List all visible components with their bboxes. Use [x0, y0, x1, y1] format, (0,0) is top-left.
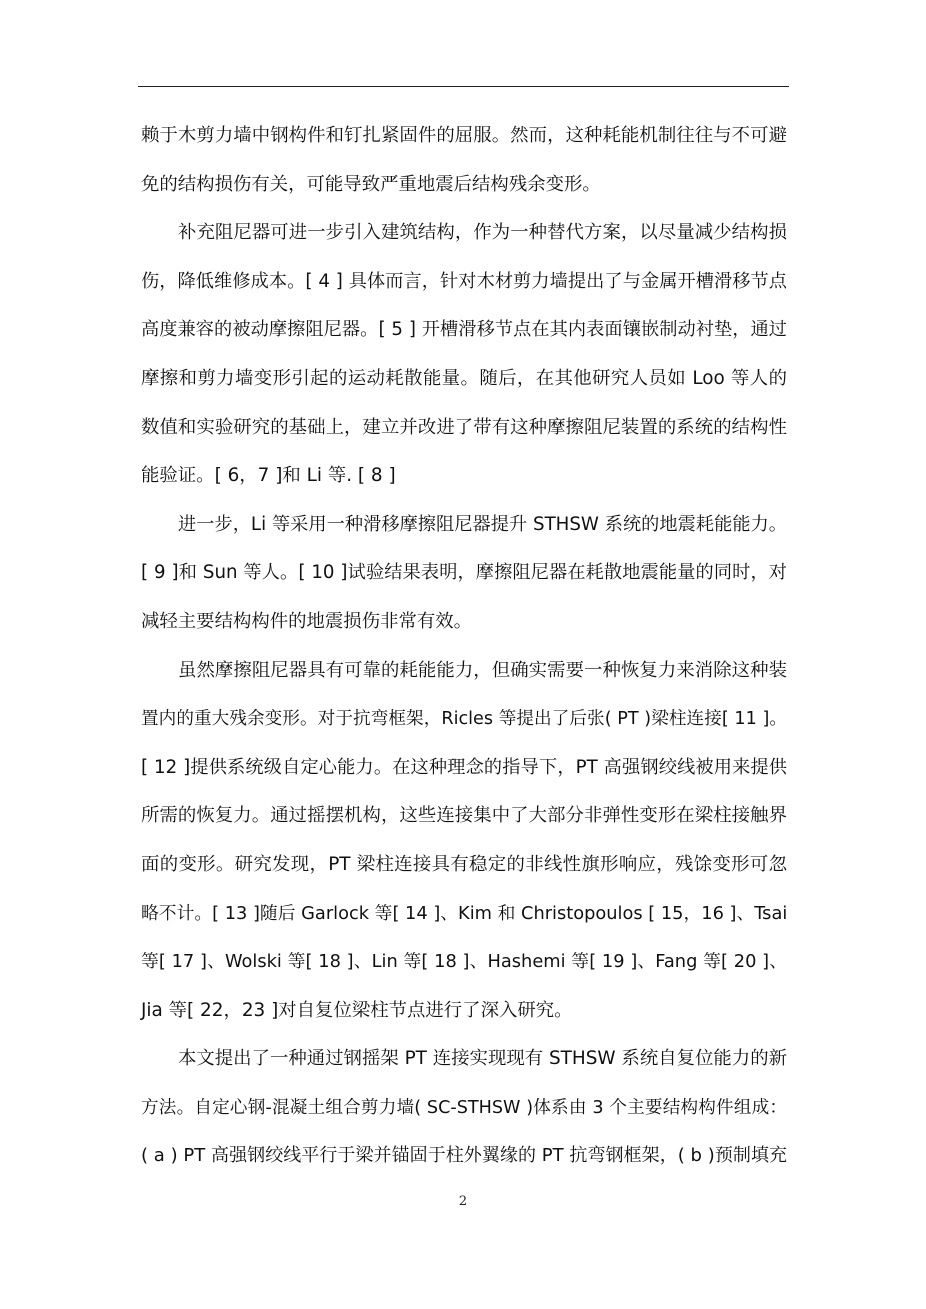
- paragraph-line: Jia 等[ 22，23 ]对自复位梁柱节点进行了深入研究。: [141, 999, 573, 1021]
- paragraph-line: 能验证。[ 6，7 ]和 Li 等. [ 8 ]: [141, 465, 396, 487]
- paragraph-line: 赖于木剪力墙中钢构件和钉扎紧固件的屈服。然而，这种耗能机制往往与不可避: [141, 125, 787, 146]
- paragraph-line: 虽然摩擦阻尼器具有可靠的耗能能力，但确实需要一种恢复力来消除这种装: [178, 659, 787, 681]
- page-number: 2: [458, 1194, 468, 1209]
- paragraph-line: 方法。自定心钢-混凝土组合剪力墙( SC-STHSW )体系由 3 个主要结构构件组成：: [141, 1097, 787, 1118]
- paragraph-line: 等[ 17 ]、Wolski 等[ 18 ]、Lin 等[ 18 ]、Hashemi 等[ 19 ]、Fang 等[ 20 ]、: [141, 951, 787, 973]
- paragraph-line: 补充阻尼器可进一步引入建筑结构，作为一种替代方案，以尽量减少结构损: [178, 222, 787, 244]
- document-body: [141, 118, 787, 1187]
- paragraph-line: 进一步，Li 等采用一种滑移摩擦阻尼器提升 STHSW 系统的地震耗能能力。: [178, 513, 787, 535]
- paragraph-4: [141, 653, 787, 1042]
- paragraph-line: 本文提出了一种通过钢摇架 PT 连接实现现有 STHSW 系统自复位能力的新: [178, 1048, 787, 1070]
- paragraph-line: 摩擦和剪力墙变形引起的运动耗散能量。随后，在其他研究人员如 Loo 等人的: [141, 367, 787, 389]
- paragraph-line: 置内的重大残余变形。对于抗弯框架，Ricles 等提出了后张( PT )梁柱连接[ 11 ]。: [141, 709, 787, 730]
- paragraph-line: 伤，降低维修成本。[ 4 ] 具体而言，针对木材剪力墙提出了与金属开槽滑移节点: [141, 270, 787, 292]
- paragraph-1: [141, 118, 787, 215]
- paragraph-line: 高度兼容的被动摩擦阻尼器。[ 5 ] 开槽滑移节点在其内表面镶嵌制动衬垫，通过: [141, 319, 787, 341]
- paragraph-line: 减轻主要结构构件的地震损伤非常有效。: [141, 610, 473, 632]
- paragraph-line: [ 12 ]提供系统级自定心能力。在这种理念的指导下，PT 高强钢绞线被用来提供: [141, 756, 787, 778]
- paragraph-line: 面的变形。研究发现，PT 梁柱连接具有稳定的非线性旗形响应，残馀变形可忽: [141, 853, 787, 875]
- paragraph-line: 所需的恢复力。通过摇摆机构，这些连接集中了大部分非弹性变形在梁柱接触界: [141, 805, 787, 827]
- paragraph-5: [141, 1041, 787, 1187]
- paragraph-2: [141, 215, 787, 507]
- paragraph-3: [141, 507, 787, 653]
- paragraph-line: [ 9 ]和 Sun 等人。[ 10 ]试验结果表明，摩擦阻尼器在耗散地震能量的同时，对: [141, 562, 787, 584]
- paragraph-line: ( a ) PT 高强钢绞线平行于梁并锚固于柱外翼缘的 PT 抗弯钢框架，( b )预制填充: [141, 1145, 787, 1167]
- paragraph-line: 略不计。[ 13 ]随后 Garlock 等[ 14 ]、Kim 和 Christopoulos [ 15，16 ]、Tsai: [141, 902, 788, 924]
- header-rule: [138, 86, 789, 87]
- paragraph-line: 数值和实验研究的基础上，建立并改进了带有这种摩擦阻尼装置的系统的结构性: [141, 416, 787, 438]
- paragraph-line: 免的结构损伤有关，可能导致严重地震后结构残余变形。: [141, 173, 601, 195]
